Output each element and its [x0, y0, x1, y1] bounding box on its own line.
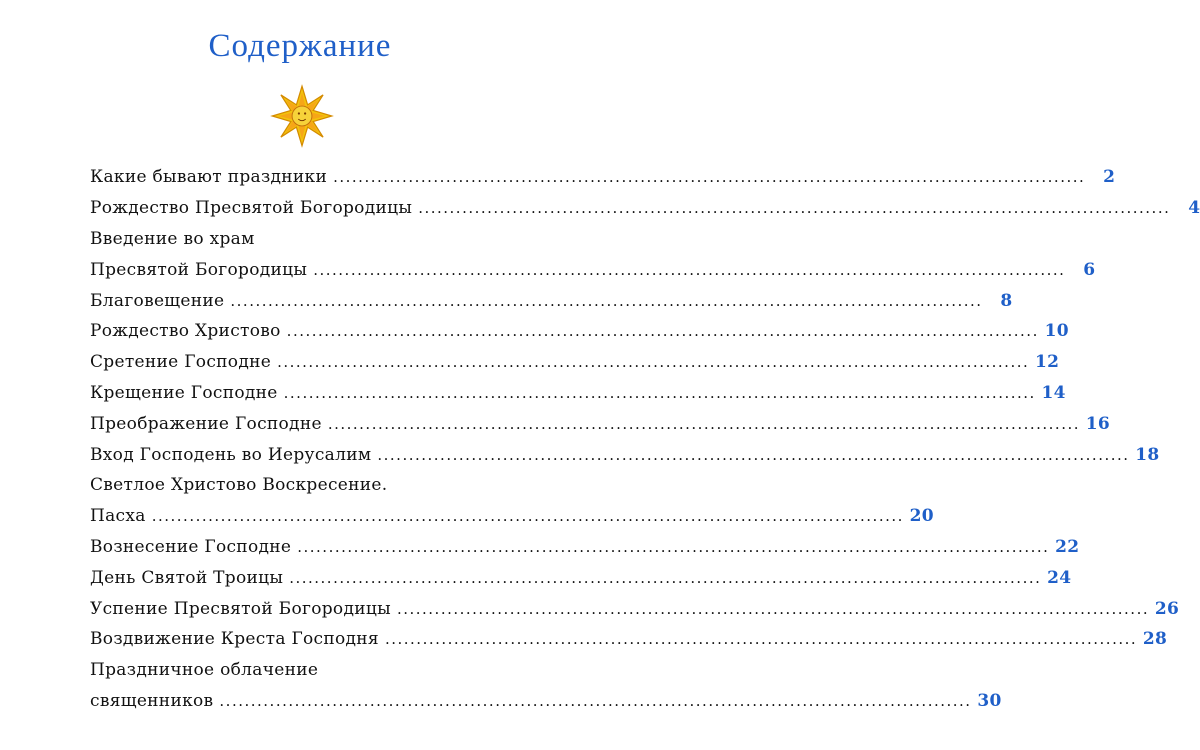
toc-entry-title: Благовещение — [90, 290, 225, 311]
toc-entry[interactable] — [90, 439, 1160, 470]
toc-entry-title: Воздвижение Креста Господня — [90, 629, 379, 650]
toc-entry[interactable] — [90, 347, 1060, 378]
toc-entry[interactable] — [90, 501, 934, 532]
dot-leader: ........................................................................................................................ — [396, 599, 1150, 618]
toc-page-number: 26 — [1154, 598, 1180, 619]
toc-entry[interactable] — [90, 316, 1069, 347]
page-title: Содержание — [208, 28, 392, 64]
toc-entry-title: Введение во храм — [90, 228, 255, 249]
dot-leader: ........................................................................................................................ — [289, 568, 1042, 587]
toc-entry-title: Успение Пресвятой Богородицы — [90, 598, 391, 619]
toc-page-number: 22 — [1055, 536, 1080, 557]
dot-leader: ........................................................................................................................ — [313, 260, 1066, 279]
toc-entry[interactable] — [90, 532, 1080, 563]
toc-entry[interactable] — [90, 408, 1110, 439]
toc-entry[interactable] — [90, 193, 1200, 224]
toc-entry[interactable] — [90, 224, 506, 255]
toc-page-number: 10 — [1044, 321, 1069, 342]
toc-page-number: 16 — [1085, 413, 1110, 434]
dot-leader: ........................................................................................................................ — [384, 630, 1138, 649]
toc-page-number: 8 — [1000, 290, 1013, 311]
toc-page-number: 2 — [1103, 167, 1116, 188]
toc-page-number: 4 — [1188, 198, 1200, 219]
dot-leader: ........................................................................................................................ — [286, 322, 1039, 341]
toc-entry-title: Праздничное облачение — [90, 660, 319, 681]
dot-leader: ........................................................................................................................ — [151, 507, 904, 526]
toc-entry-title: Вход Господень во Иерусалим — [90, 444, 372, 465]
toc-entry[interactable] — [90, 686, 1002, 717]
toc-entry-title: День Святой Троицы — [90, 567, 284, 588]
toc-page-number: 20 — [909, 506, 934, 527]
toc-entry[interactable] — [90, 655, 506, 686]
toc-page-number: 18 — [1135, 444, 1160, 465]
toc-entry-title: Светлое Христово Воскресение. — [90, 475, 388, 496]
toc-entry[interactable] — [90, 254, 1096, 285]
toc-entry[interactable] — [90, 562, 1072, 593]
toc-entry-title: Вознесение Господне — [90, 536, 292, 557]
toc-entry-title: Преображение Господне — [90, 413, 322, 434]
dot-leader: ........................................................................................................................ — [297, 537, 1050, 556]
toc-entry[interactable] — [90, 378, 1066, 409]
toc-page-number: 14 — [1041, 382, 1066, 403]
toc-entry-title: Какие бывают праздники — [90, 167, 328, 188]
toc-entry-title: Рождество Христово — [90, 321, 281, 342]
toc-page-number: 30 — [977, 690, 1002, 711]
dot-leader: ........................................................................................................................ — [283, 383, 1036, 402]
sun-star-icon — [271, 85, 333, 147]
toc-entry-title: Пасха — [90, 506, 146, 527]
toc-entry[interactable] — [90, 285, 1013, 316]
dot-leader: ........................................................................................................................ — [333, 168, 1086, 187]
toc-entry-title: Крещение Господне — [90, 382, 278, 403]
toc-page-number: 12 — [1034, 352, 1060, 373]
toc-entry-title: Рождество Пресвятой Богородицы — [90, 198, 413, 219]
toc-entry-title: священников — [90, 690, 214, 711]
toc-entry[interactable] — [90, 624, 1168, 655]
toc-page-number: 6 — [1083, 259, 1096, 280]
toc-entry-title: Сретение Господне — [90, 352, 272, 373]
dot-leader: ........................................................................................................................ — [327, 414, 1080, 433]
table-of-contents — [90, 162, 1200, 716]
toc-entry[interactable] — [90, 593, 1180, 624]
toc-entry[interactable] — [90, 470, 506, 501]
dot-leader: ........................................................................................................................ — [277, 353, 1030, 372]
dot-leader: ........................................................................................................................ — [230, 291, 983, 310]
toc-page-number: 24 — [1047, 567, 1072, 588]
dot-leader: ........................................................................................................................ — [418, 199, 1171, 218]
dot-leader: ........................................................................................................................ — [377, 445, 1130, 464]
toc-entry[interactable] — [90, 162, 1116, 193]
dot-leader: ........................................................................................................................ — [219, 691, 972, 710]
toc-page-number: 28 — [1142, 629, 1168, 650]
toc-entry-title: Пресвятой Богородицы — [90, 259, 308, 280]
